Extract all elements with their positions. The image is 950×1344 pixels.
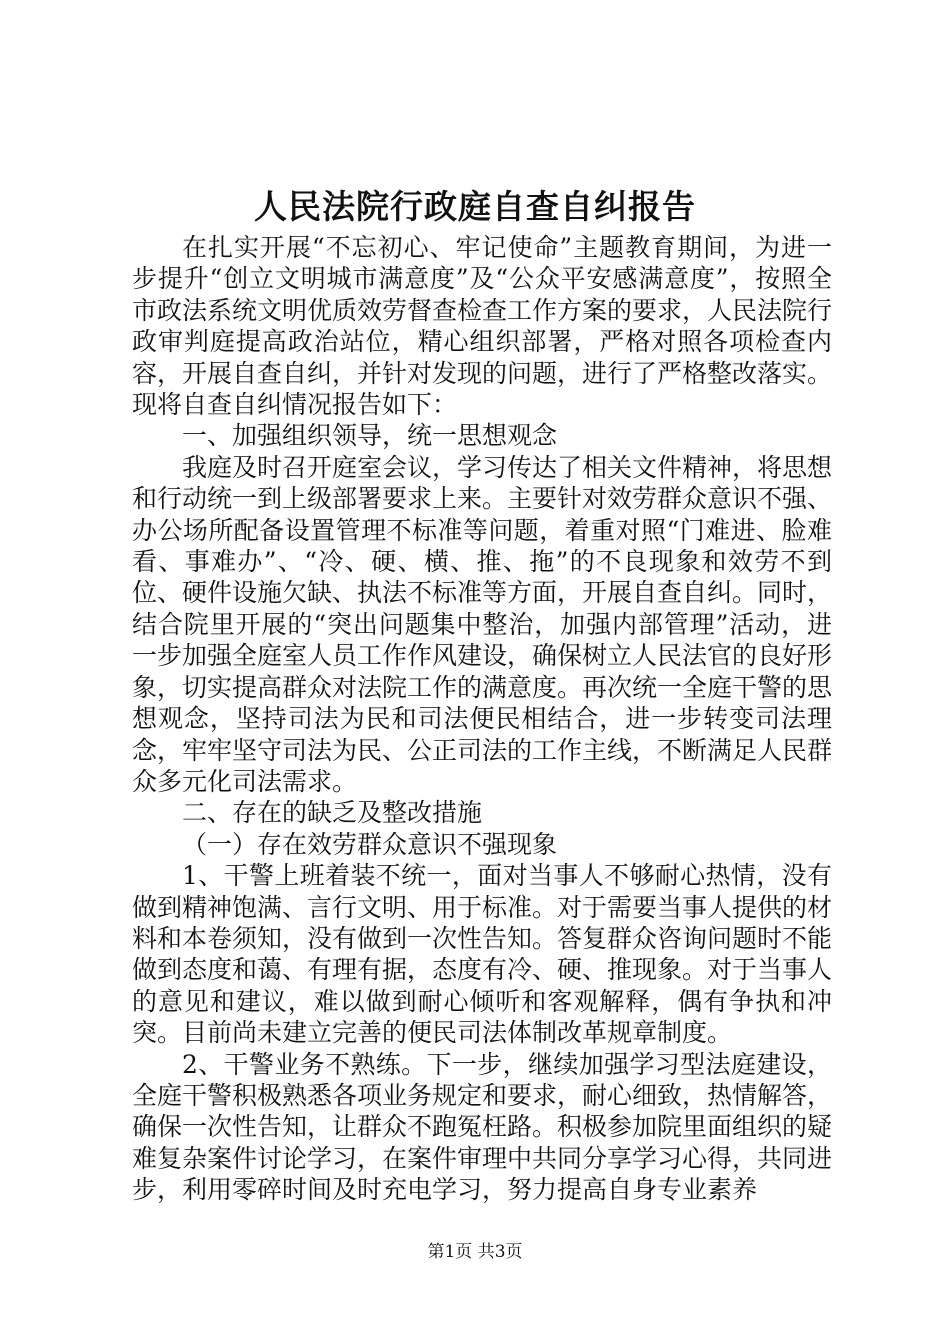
paragraph-section-1: 我庭及时召开庭室会议，学习传达了相关文件精神，将思想和行动统一到上级部署要求上来。主要针对效劳群众意识不强、办公场所配备设置管理不标准等问题，着重对照“门难进、脸难看、事难办”、“冷、硬、横、推、拖”的不良现象和效劳不到位、硬件设施欠缺、执法不标准等方面，开展自查自纠。同时，结合院里开展的“突出问题集中整治，加强内部管理”活动，进一步加强全庭室人员工作作风建设，确保树立人民法官的良好形象，切实提高群众对法院工作的满意度。再次统一全庭干警的思想观念，坚持司法为民和司法便民相结合，进一步转变司法理念，牢牢坚守司法为民、公正司法的工作主线，不断满足人民群众多元化司法需求。 [132, 452, 833, 796]
subheading-section-2-1: （一）存在效劳群众意识不强现象 [182, 829, 558, 859]
document-body [132, 232, 832, 1206]
paragraph-intro: 在扎实开展“不忘初心、牢记使命”主题教育期间，为进一步提升“创立文明城市满意度”及“公众平安感满意度”，按照全市政法系统文明优质效劳督查检查工作方案的要求，人民法院行政审判庭提高政治站位，精心组织部署，严格对照各项检查内容，开展自查自纠，并针对发现的问题，进行了严格整改落实。现将自查自纠情况报告如下： [132, 233, 833, 420]
document-title: 人民法院行政庭自查自纠报告 [254, 187, 696, 226]
heading-section-1: 一、加强组织领导，统一思想观念 [182, 421, 558, 451]
heading-section-2: 二、存在的缺乏及整改措施 [182, 798, 483, 828]
paragraph-item-2: 2、干警业务不熟练。下一步，继续加强学习型法庭建设，全庭干警积极熟悉各项业务规定和要求，耐心细致，热情解答，确保一次性告知，让群众不跑冤枉路。积极参加院里面组织的疑难复杂案件讨论学习，在案件审理中共同分享学习心得，共同进步，利用零碎时间及时充电学习，努力提高自身专业素养 [132, 1049, 833, 1205]
page-number-footer: 第1页 共3页 [427, 1242, 523, 1262]
paragraph-item-1: 1、干警上班着装不统一，面对当事人不够耐心热情，没有做到精神饱满、言行文明、用于标准。对于需要当事人提供的材料和本卷须知，没有做到一次性告知。答复群众咨询问题时不能做到态度和蔼、有理有据，态度有冷、硬、推现象。对于当事人的意见和建议，难以做到耐心倾听和客观解释，偶有争执和冲突。目前尚未建立完善的便民司法体制改革规章制度。 [132, 861, 833, 1048]
